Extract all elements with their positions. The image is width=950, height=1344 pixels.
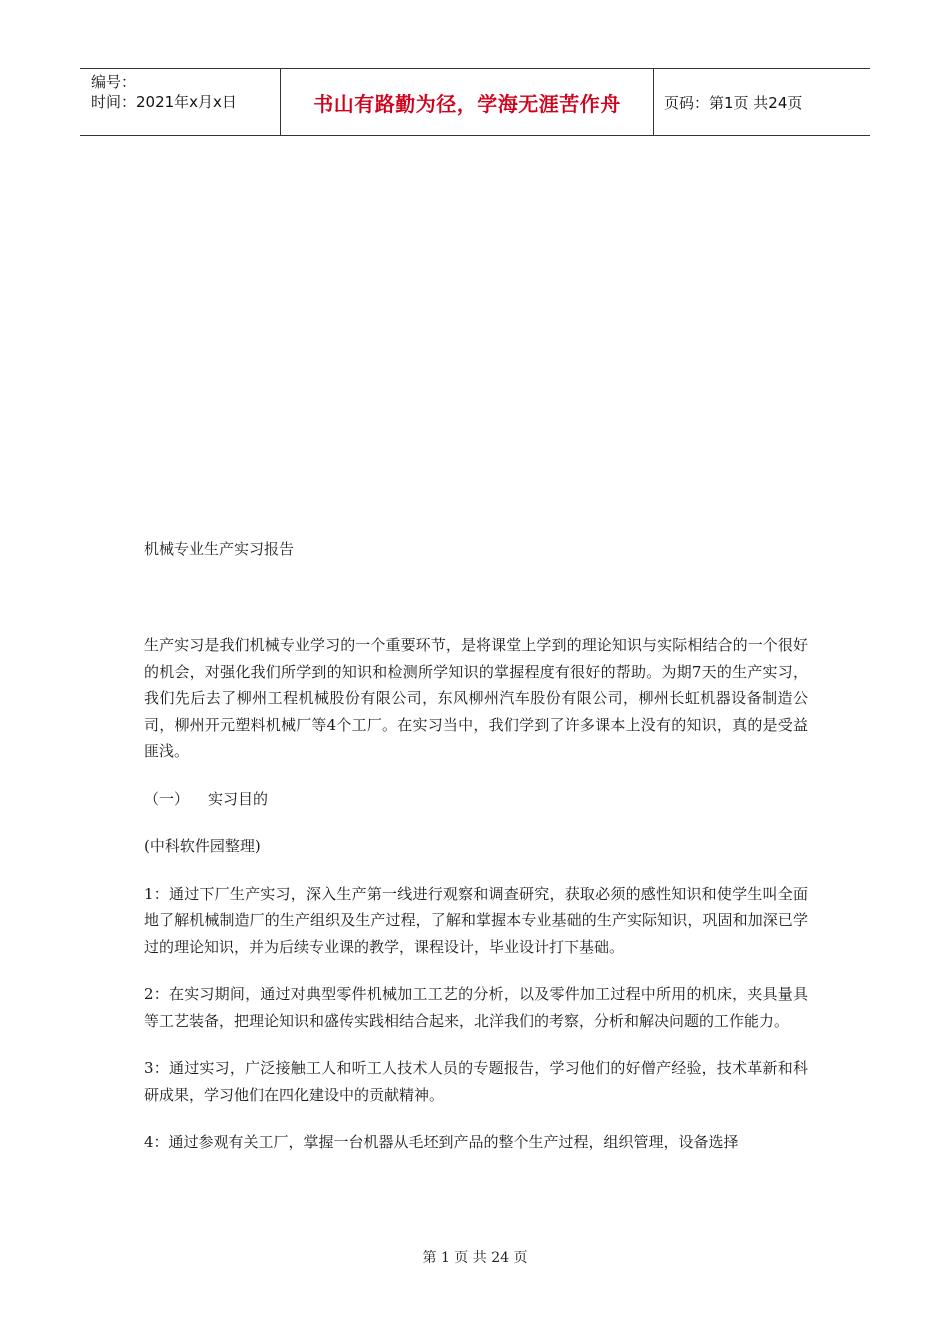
serial-label: 编号： xyxy=(91,73,137,91)
document-title: 机械专业生产实习报告 xyxy=(144,540,295,558)
section-title: 实习目的 xyxy=(208,789,269,808)
list-item: 2：在实习期间，通过对典型零件机械加工工艺的分析，以及零件加工过程中所用的机床，夹具量具等工艺装备，把理论知识和盛传实践相结合起来，北洋我们的考察，分析和解决问题的工作能力。 xyxy=(144,985,808,1030)
section-heading xyxy=(144,786,808,813)
motto-text: 书山有路勤为径，学海无涯苦作舟 xyxy=(313,91,621,116)
header-motto-cell xyxy=(281,69,654,135)
header-meta-cell xyxy=(80,69,281,135)
source-note: (中科软件园整理) xyxy=(144,837,261,855)
list-item: 4：通过参观有关工厂，掌握一台机器从毛坯到产品的整个生产过程，组织管理，设备选择 xyxy=(144,1133,739,1151)
document-body xyxy=(144,632,808,1177)
date-label: 时间：2021年x月x日 xyxy=(91,93,237,111)
header-page-cell xyxy=(654,69,870,135)
page-info: 页码：第1页 共24页 xyxy=(664,93,803,112)
list-item: 1：通过下厂生产实习，深入生产第一线进行观察和调查研究，获取必须的感性知识和使学生叫全面地了解机械制造厂的生产组织及生产过程，了解和掌握本专业基础的生产实际知识，巩固和加深已学过的理论知识，并为后续专业课的教学，课程设计，毕业设计打下基础。 xyxy=(144,884,808,956)
intro-paragraph: 生产实习是我们机械专业学习的一个重要环节，是将课堂上学到的理论知识与实际相结合的一个很好的机会，对强化我们所学到的知识和检测所学知识的掌握程度有很好的帮助。为期7天的生产实习，我们先后去了柳州工程机械股份有限公司，东风柳州汽车股份有限公司，柳州长虹机器设备制造公司，柳州开元塑料机械厂等4个工厂。在实习当中，我们学到了许多课本上没有的知识，真的是受益匪浅。 xyxy=(144,636,808,760)
page-footer: 第 1 页 共 24 页 xyxy=(422,1250,528,1266)
list-item: 3：通过实习，广泛接触工人和听工人技术人员的专题报告，学习他们的好僧产经验，技术革新和科研成果，学习他们在四化建设中的贡献精神。 xyxy=(144,1059,808,1104)
document-header xyxy=(80,68,870,136)
section-number: （一） xyxy=(144,789,190,808)
